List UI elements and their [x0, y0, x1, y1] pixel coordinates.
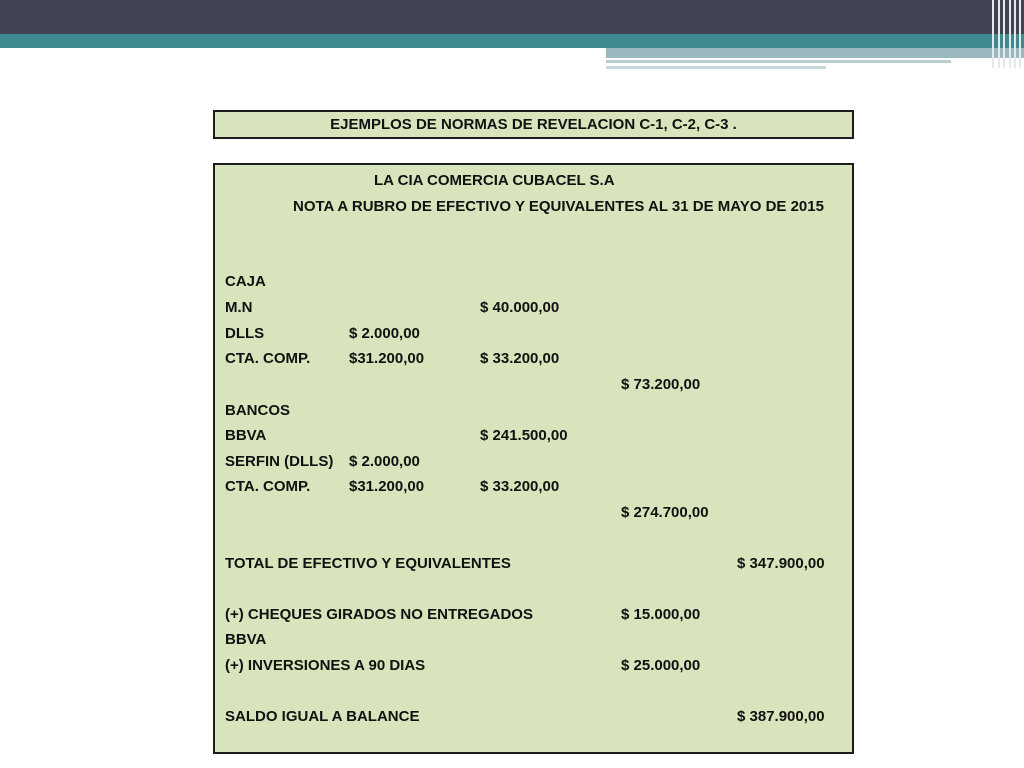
- dlls-amount: $ 2.000,00: [349, 325, 420, 342]
- dlls-label: DLLS: [225, 325, 265, 342]
- caja-heading: CAJA: [225, 273, 266, 290]
- bbva-total: $ 241.500,00: [480, 427, 568, 444]
- bancos-heading: BANCOS: [225, 402, 291, 419]
- serfin-label: SERFIN (DLLS): [225, 453, 334, 470]
- header-band: [0, 0, 1024, 34]
- saldo-label: SALDO IGUAL A BALANCE: [225, 708, 420, 725]
- slide-title: EJEMPLOS DE NORMAS DE REVELACION C-1, C-2, C-3 .: [330, 116, 737, 133]
- cta-comp-amount: $31.200,00: [349, 350, 425, 367]
- header-decor-line-short: [606, 66, 826, 69]
- bbva-label: BBVA: [225, 427, 267, 444]
- total-value: $ 347.900,00: [737, 555, 825, 572]
- header-decor-line: [606, 60, 951, 63]
- note-heading: NOTA A RUBRO DE EFECTIVO Y EQUIVALENTES AL 31 DE MAYO DE 2015: [293, 198, 824, 215]
- bancos-subtotal: $ 274.700,00: [621, 504, 709, 521]
- mn-total: $ 40.000,00: [480, 299, 560, 316]
- cheques-value: $ 15.000,00: [621, 606, 701, 623]
- header-vertical-stripes: [990, 0, 1024, 68]
- company-name: LA CIA COMERCIA CUBACEL S.A: [374, 172, 615, 189]
- caja-subtotal: $ 73.200,00: [621, 376, 701, 393]
- header-accent-band: [0, 34, 1024, 48]
- financial-note-table: [213, 163, 854, 754]
- total-label: TOTAL DE EFECTIVO Y EQUIVALENTES: [225, 555, 511, 572]
- serfin-amount: $ 2.000,00: [349, 453, 420, 470]
- cta-comp2-label: CTA. COMP.: [225, 478, 311, 495]
- bbva2-label: BBVA: [225, 631, 267, 648]
- cta-comp-total: $ 33.200,00: [480, 350, 560, 367]
- cta-comp-label: CTA. COMP.: [225, 350, 311, 367]
- cheques-label: (+) CHEQUES GIRADOS NO ENTREGADOS: [225, 606, 533, 623]
- saldo-value: $ 387.900,00: [737, 708, 825, 725]
- cta-comp2-total: $ 33.200,00: [480, 478, 560, 495]
- inversiones-value: $ 25.000,00: [621, 657, 701, 674]
- header-accent-stripe: [606, 48, 1024, 58]
- inversiones-label: (+) INVERSIONES A 90 DIAS: [225, 657, 426, 674]
- mn-label: M.N: [225, 299, 253, 316]
- cta-comp2-amount: $31.200,00: [349, 478, 425, 495]
- slide-title-box: [213, 110, 854, 139]
